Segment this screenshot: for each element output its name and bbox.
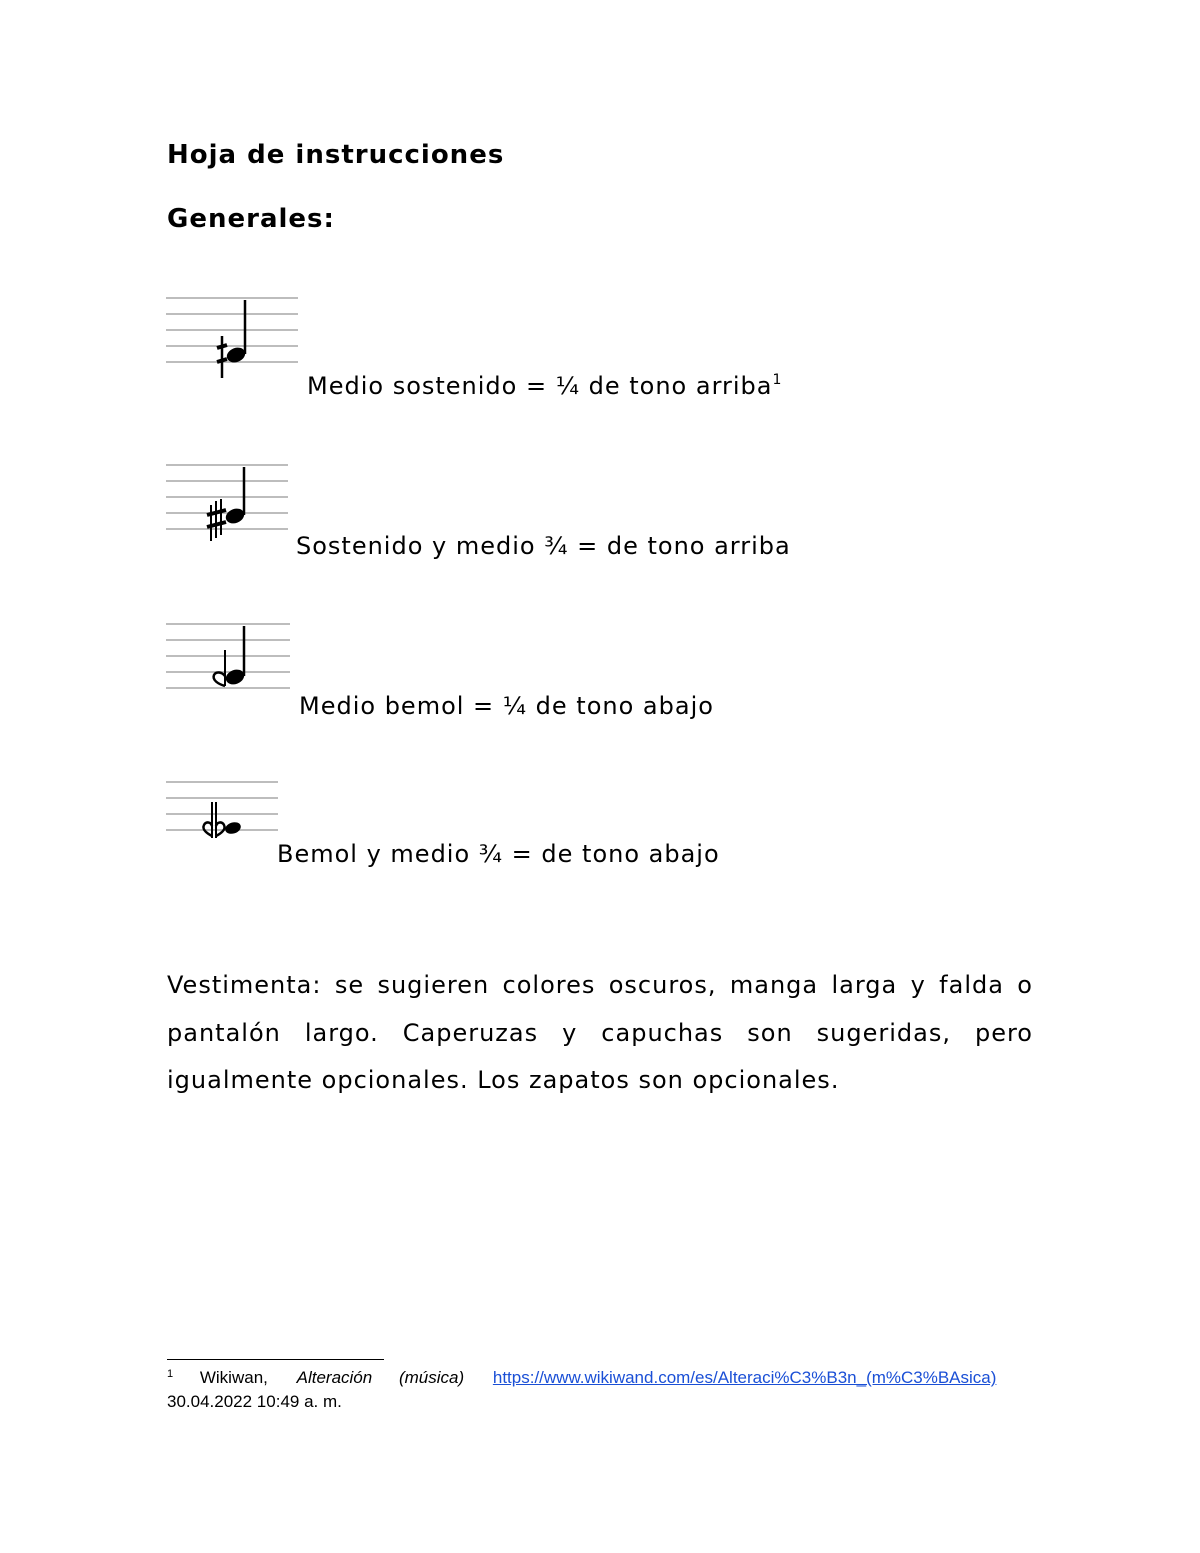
- sharp-and-half-note-icon: [166, 463, 290, 543]
- section-heading: Generales:: [167, 204, 335, 234]
- accidental-label: Sostenido y medio ¾ = de tono arriba: [296, 532, 791, 560]
- accidental-label: Medio bemol = ¼ de tono abajo: [299, 692, 714, 720]
- half-sharp-note-icon: [166, 296, 300, 380]
- footnote-subtitle: (música): [398, 1368, 465, 1387]
- footnote: [167, 1368, 996, 1388]
- footnote-number: 1: [167, 1368, 174, 1380]
- clothing-paragraph: Vestimenta: se sugieren colores oscuros, manga larga y falda o pantalón largo. Caperuzas y capuchas son sugeridas, pero igualmente opcionales. Los zapatos son opcionales.: [167, 971, 1033, 1094]
- accidental-label: Medio sostenido = ¼ de tono arriba$^1$: [307, 372, 782, 400]
- accidental-label: Bemol y medio ¾ = de tono abajo: [277, 840, 720, 868]
- half-flat-note-icon: [166, 622, 292, 692]
- footnote-author: Wikiwan,: [199, 1368, 268, 1387]
- footnote-separator: [167, 1359, 384, 1360]
- page-title: Hoja de instrucciones: [167, 140, 505, 170]
- footnote-date: 30.04.2022 10:49 a. m.: [167, 1392, 342, 1411]
- footnote-reference[interactable]: 1: [772, 372, 782, 388]
- flat-and-half-note-icon: [166, 780, 280, 840]
- footnote-title: Alteración: [296, 1368, 373, 1387]
- footnote-link[interactable]: https://www.wikiwand.com/es/Alteraci%C3%B3n_(m%C3%BAsica): [492, 1368, 997, 1387]
